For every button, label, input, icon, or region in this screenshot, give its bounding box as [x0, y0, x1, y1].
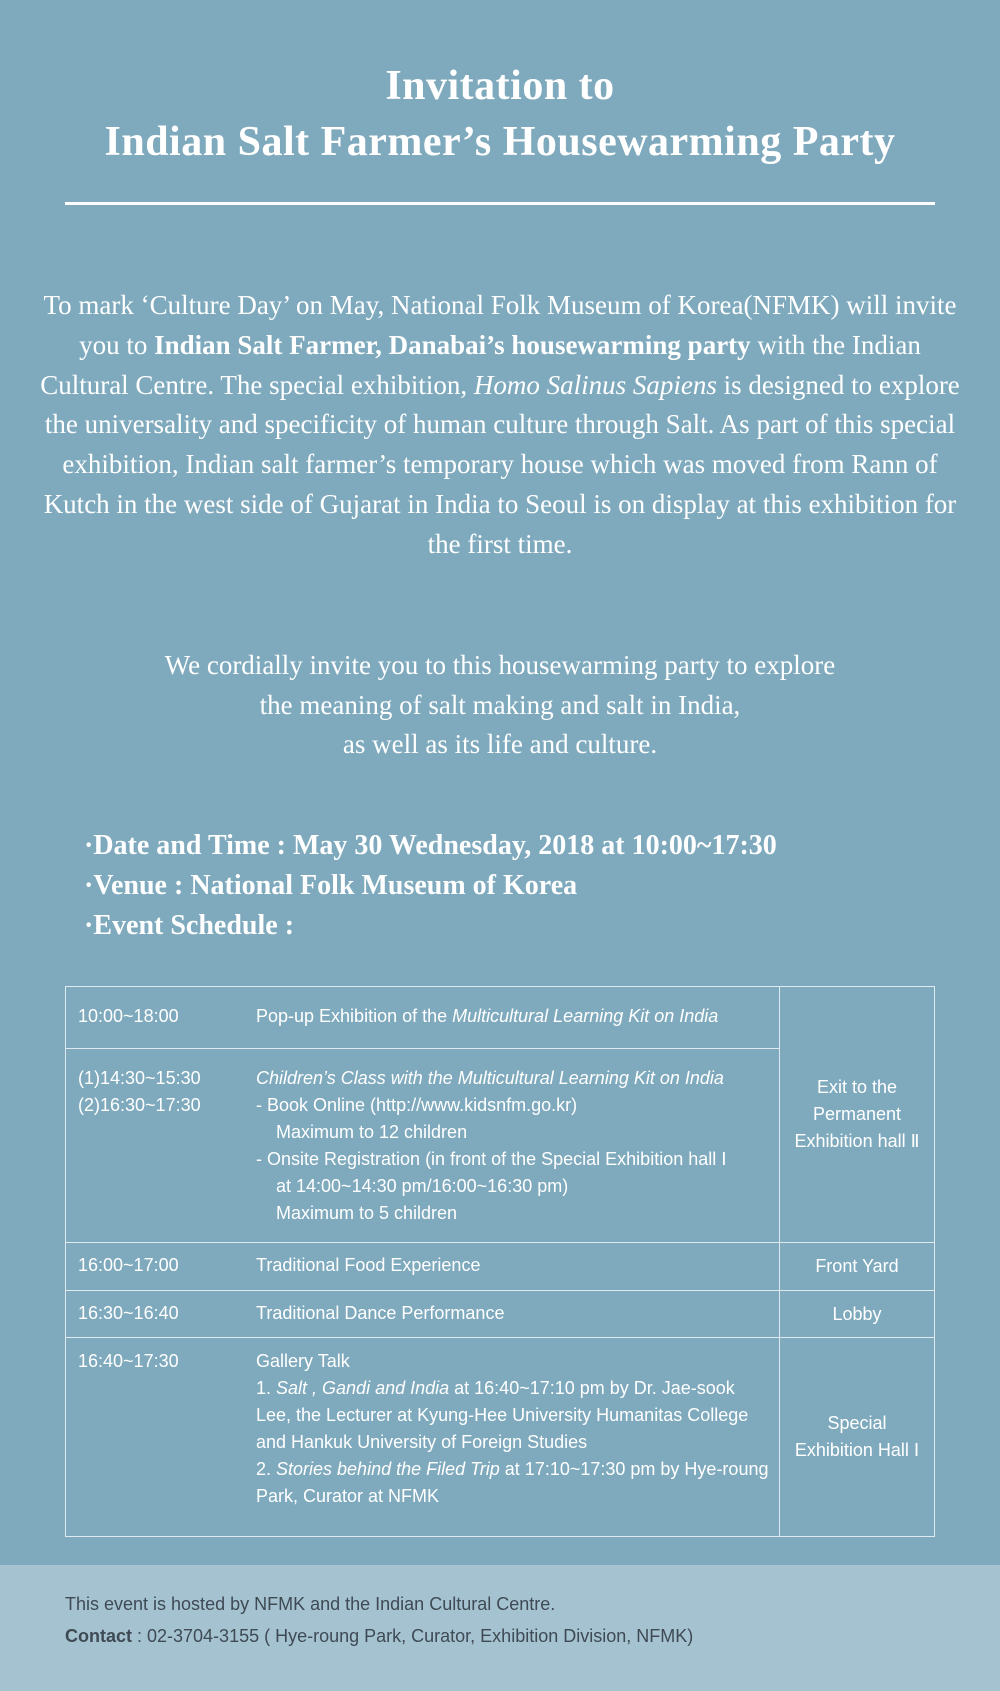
- online-capacity: Maximum to 12 children: [276, 1122, 468, 1142]
- footer-host: This event is hosted by NFMK and the Indian Cultural Centre.: [65, 1594, 556, 1614]
- schedule-row-3: [66, 1243, 779, 1291]
- schedule-time: 10:00~18:00: [78, 1006, 179, 1026]
- schedule-time-2: (2)16:30~17:30: [78, 1095, 201, 1115]
- schedule-desc-text: Pop-up Exhibition of the: [256, 1006, 453, 1026]
- event-info: [84, 826, 934, 946]
- intro-text-2: with the Indian Cultural Centre. The special exhibition,: [40, 329, 921, 400]
- footer-contact: [65, 1626, 693, 1647]
- childrens-class-title: Children’s Class with the Multicultural Learning Kit on India: [256, 1068, 724, 1088]
- page-title: [0, 58, 1000, 170]
- gallery-talk-1: 1. Salt , Gandi and India at 16:40~17:10 pm by Dr. Jae-sook Lee, the Lecturer at Kyung-Hee University Humanitas College and Hankuk University of Foreign Studies: [256, 1378, 749, 1452]
- schedule-table: [65, 986, 935, 1537]
- title-line-1: Invitation to: [385, 63, 615, 109]
- onsite-capacity: Maximum to 5 children: [276, 1203, 458, 1223]
- gallery-talk-title: Gallery Talk: [256, 1351, 350, 1371]
- title-divider: [65, 202, 935, 205]
- date-and-time: ·Date and Time : May 30 Wednesday, 2018 at 10:00~17:30: [84, 830, 777, 861]
- schedule-row-5: [66, 1338, 779, 1536]
- schedule-desc-italic: Multicultural Learning Kit on India: [452, 1006, 719, 1026]
- venue: ·Venue : National Folk Museum of Korea: [84, 870, 578, 901]
- schedule-time: 16:40~17:30: [78, 1351, 179, 1371]
- invite-line-3: as well as its life and culture.: [342, 729, 658, 759]
- event-schedule-label: ·Event Schedule :: [84, 910, 295, 941]
- schedule-location: Exit to the Permanent Exhibition hall Ⅱ: [779, 987, 934, 1243]
- invite-line-2: the meaning of salt making and salt in India,: [259, 689, 741, 720]
- schedule-desc: Traditional Dance Performance: [256, 1303, 505, 1323]
- title-line-2: Indian Salt Farmer’s Housewarming Party: [104, 119, 896, 165]
- schedule-time: 16:00~17:00: [78, 1255, 179, 1275]
- schedule-time: [78, 1065, 201, 1119]
- schedule-location: Lobby: [779, 1291, 934, 1338]
- schedule-desc: [256, 1065, 781, 1227]
- intro-paragraph: [40, 286, 960, 565]
- onsite-registration: - Onsite Registration (in front of the Special Exhibition hall Ⅰ: [256, 1149, 727, 1169]
- intro-text-3: is designed to explore the universality and specificity of human culture through Salt. As part of this special exhibition, Indian salt farmer’s temporary house which was moved from Rann of Kutch in the west side of Gujarat in India to Seoul is on display at this exhibition for the first time.: [43, 369, 960, 559]
- schedule-desc: [256, 1348, 771, 1510]
- contact-label: Contact: [65, 1626, 132, 1646]
- schedule-location: Special Exhibition Hall Ⅰ: [779, 1338, 934, 1536]
- gallery-talk-2: 2. Stories behind the Filed Trip at 17:10~17:30 pm by Hye-roung Park, Curator at NFMK: [256, 1459, 769, 1506]
- schedule-time: 16:30~16:40: [78, 1303, 179, 1323]
- intro-text-1: To mark ‘Culture Day’ on May, National Folk Museum of Korea(NFMK) will invite you to: [43, 290, 957, 360]
- schedule-row-1: [66, 987, 779, 1049]
- onsite-times: at 14:00~14:30 pm/16:00~16:30 pm): [276, 1176, 569, 1196]
- schedule-location: Front Yard: [779, 1243, 934, 1291]
- book-online: - Book Online (http://www.kidsnfm.go.kr): [256, 1095, 578, 1115]
- invite-paragraph: [40, 646, 960, 765]
- contact-text: : 02-3704-3155 ( Hye-roung Park, Curator, Exhibition Division, NFMK): [132, 1626, 694, 1646]
- schedule-row-4: [66, 1291, 779, 1338]
- invite-line-1: We cordially invite you to this housewarming party to explore: [164, 650, 836, 680]
- schedule-desc: Traditional Food Experience: [256, 1255, 481, 1275]
- footer: [0, 1565, 1000, 1691]
- schedule-desc: [256, 1003, 776, 1030]
- intro-bold-party: Indian Salt Farmer, Danabai’s housewarming party: [154, 329, 751, 360]
- schedule-time-1: (1)14:30~15:30: [78, 1068, 201, 1088]
- intro-exhibition-title: Homo Salinus Sapiens: [473, 369, 717, 400]
- schedule-row-2: [66, 1049, 779, 1243]
